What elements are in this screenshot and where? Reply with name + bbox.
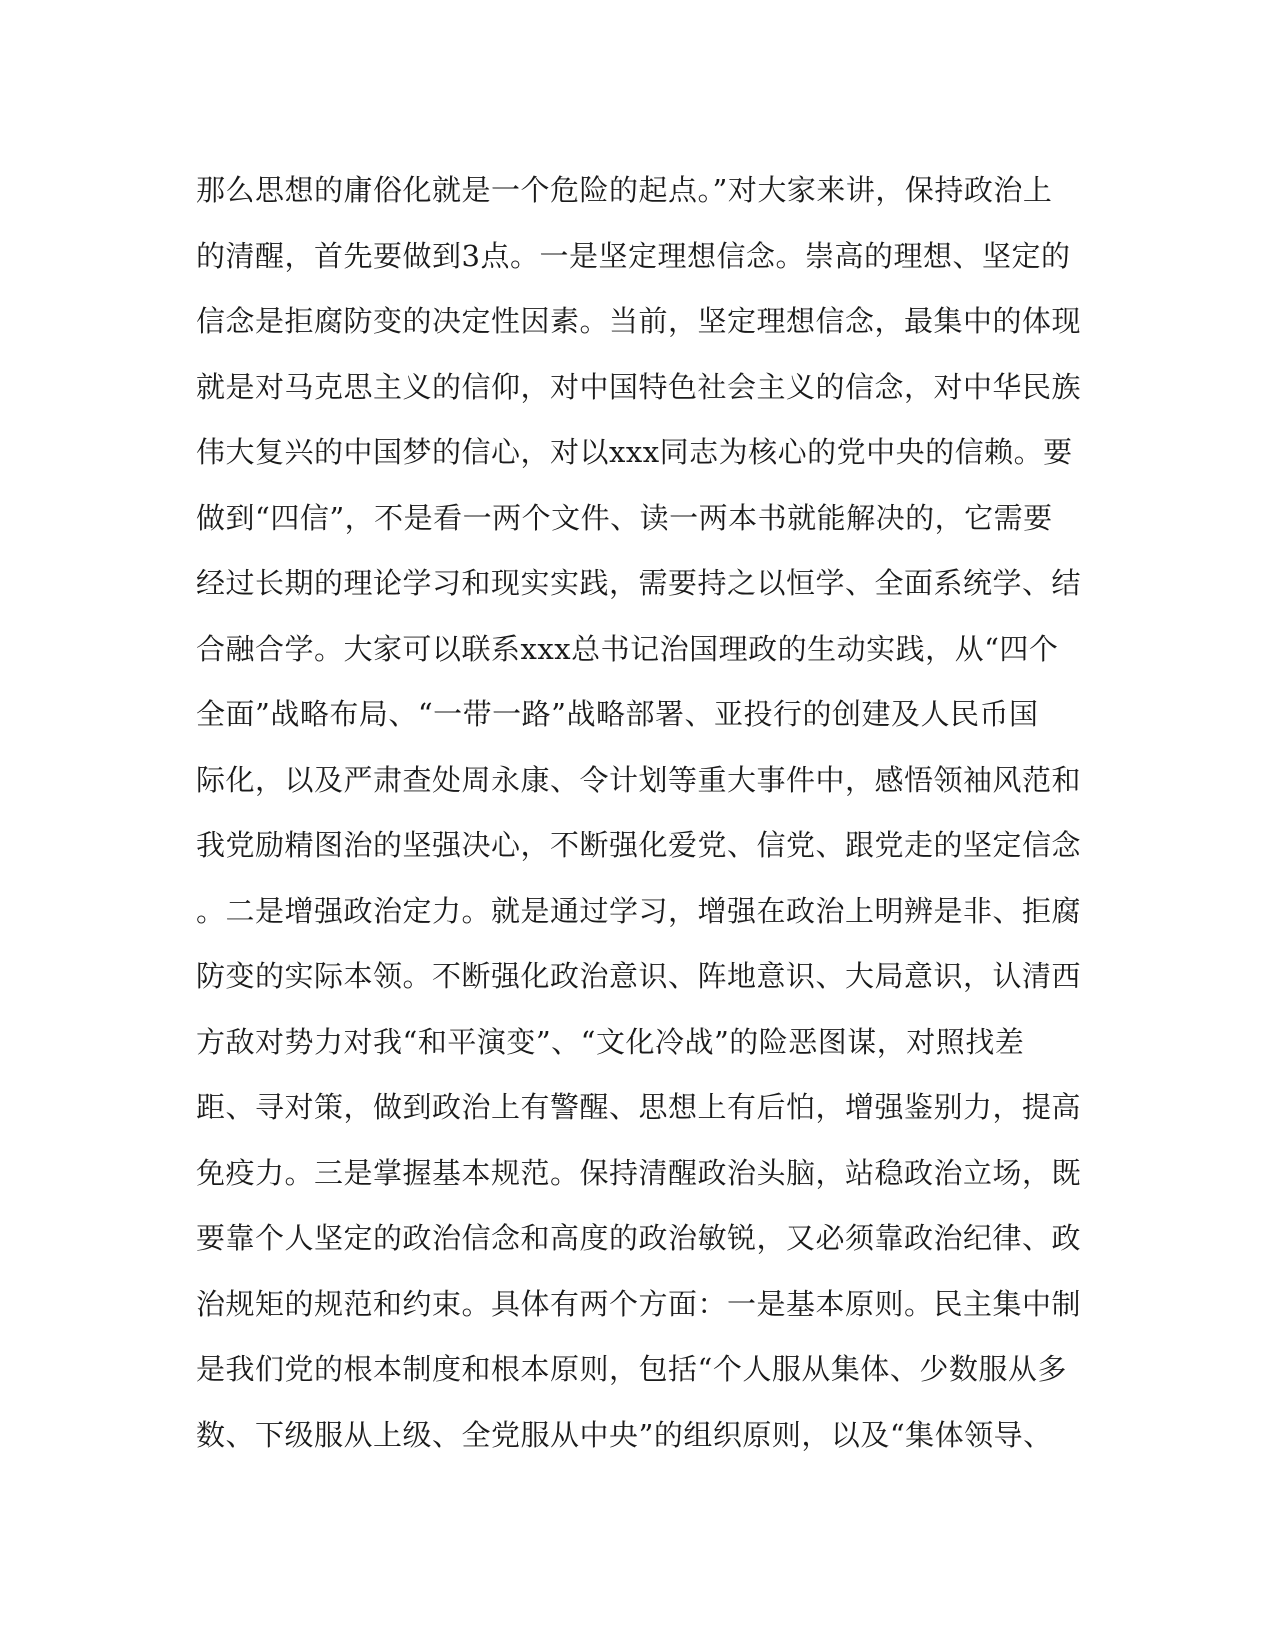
- text-line: 经过长期的理论学习和现实实践，需要持之以恒学、全面系统学、结: [196, 566, 1082, 600]
- text-line: 伟大复兴的中国梦的信心，对以xxx同志为核心的党中央的信赖。要: [196, 435, 1073, 469]
- text-line: 全面”战略布局、“一带一路”战略部署、亚投行的创建及人民币国: [196, 697, 1039, 731]
- text-line: 要靠个人坚定的政治信念和高度的政治敏锐，又必须靠政治纪律、政: [196, 1221, 1082, 1255]
- text-line: 免疫力。三是掌握基本规范。保持清醒政治头脑，站稳政治立场，既: [196, 1155, 1082, 1190]
- body-text: [196, 158, 1082, 1468]
- text-line: 那么思想的庸俗化就是一个危险的起点。”对大家来讲，保持政治上: [196, 173, 1053, 207]
- text-line: 是我们党的根本制度和根本原则，包括“个人服从集体、少数服从多: [196, 1352, 1067, 1386]
- text-line: 治规矩的规范和约束。具体有两个方面：一是基本原则。民主集中制: [196, 1286, 1082, 1321]
- text-line: 合融合学。大家可以联系xxx总书记治国理政的生动实践，从“四个: [196, 631, 1059, 666]
- text-line: 际化，以及严肃查处周永康、令计划等重大事件中，感悟领袖风范和: [196, 762, 1082, 797]
- text-line: 就是对马克思主义的信仰，对中国特色社会主义的信念，对中华民族: [196, 369, 1082, 404]
- text-line: 信念是拒腐防变的决定性因素。当前，坚定理想信念，最集中的体现: [196, 304, 1082, 338]
- text-line: 做到“四信”，不是看一两个文件、读一两本书就能解决的，它需要: [196, 500, 1053, 535]
- text-line: 距、寻对策，做到政治上有警醒、思想上有后怕，增强鉴别力，提高: [196, 1090, 1082, 1124]
- text-line: 我党励精图治的坚强决心，不断强化爱党、信党、跟党走的坚定信念: [196, 828, 1082, 862]
- text-line: 。二是增强政治定力。就是通过学习，增强在政治上明辨是非、拒腐: [196, 893, 1082, 928]
- text-line: 的清醒，首先要做到3点。一是坚定理想信念。崇高的理想、坚定的: [196, 238, 1071, 273]
- text-line: 数、下级服从上级、全党服从中央”的组织原则，以及“集体领导、: [196, 1417, 1053, 1452]
- text-line: 防变的实际本领。不断强化政治意识、阵地意识、大局意识，认清西: [196, 959, 1082, 993]
- text-line: 方敌对势力对我“和平演变”、“文化冷战”的险恶图谋，对照找差: [196, 1024, 1025, 1059]
